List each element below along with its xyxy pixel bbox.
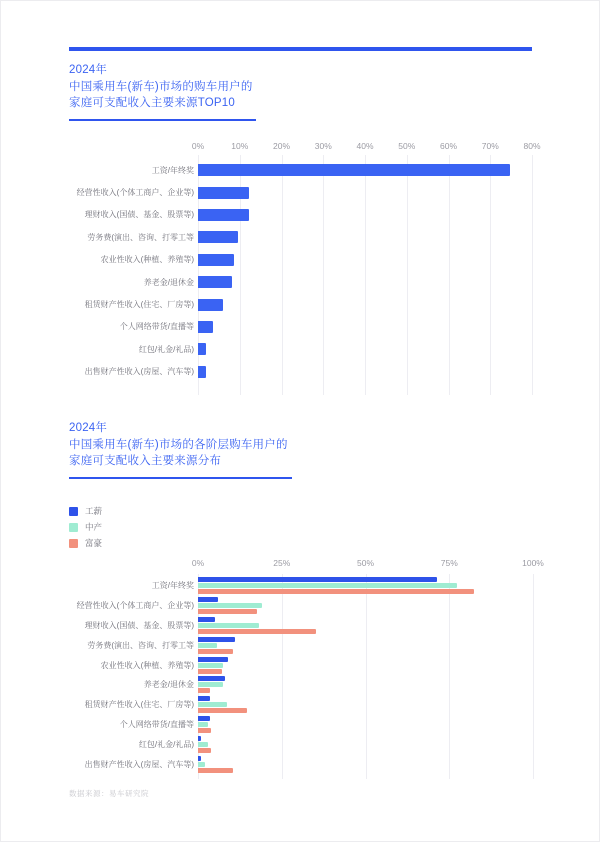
bar xyxy=(198,577,437,582)
chart-row xyxy=(69,316,535,338)
bar xyxy=(198,682,223,687)
bar-track xyxy=(198,635,535,655)
bar-track xyxy=(198,361,535,383)
bar xyxy=(198,623,259,628)
bar-track xyxy=(198,316,535,338)
category-label: 经营性收入(个体工商户、企业等) xyxy=(76,188,194,198)
axis-tick-label: 100% xyxy=(522,558,544,568)
bar xyxy=(198,722,208,727)
bar xyxy=(198,321,213,333)
axis-tick-label: 0% xyxy=(191,141,205,151)
chart-rows xyxy=(69,159,535,383)
axis-tick-label: 80% xyxy=(523,141,541,151)
bar-track xyxy=(198,226,535,248)
chart2-title-line: 中国乘用车(新车)市场的各阶层购车用户的 xyxy=(69,438,288,451)
category-label: 理财收入(国债、基金、股票等) xyxy=(84,210,194,220)
category-label: 红包/礼金/礼品) xyxy=(138,344,194,354)
bar-track xyxy=(198,754,535,774)
bar xyxy=(198,669,222,674)
bar xyxy=(198,748,211,753)
bar-track xyxy=(198,271,535,293)
bar xyxy=(198,589,474,594)
chart-row xyxy=(69,754,535,774)
chart-row xyxy=(69,293,535,315)
bar xyxy=(198,231,238,243)
chart-row xyxy=(69,616,535,636)
chart-row xyxy=(69,695,535,715)
category-label: 工资/年终奖 xyxy=(151,165,194,175)
axis-tick-label: 20% xyxy=(272,141,291,151)
chart2-title xyxy=(69,420,288,470)
category-label: 租赁财产性收入(住宅、厂房等) xyxy=(84,700,194,710)
bar xyxy=(198,597,218,602)
bar-track xyxy=(198,616,535,636)
chart-row xyxy=(69,734,535,754)
legend-swatch xyxy=(69,523,78,532)
bar xyxy=(198,299,223,311)
bar-track xyxy=(198,655,535,675)
bar-track xyxy=(198,181,535,203)
bar xyxy=(198,643,217,648)
axis-tick-label: 25% xyxy=(273,558,291,568)
category-label: 养老金/退休金 xyxy=(143,277,194,287)
grouped-bar-chart xyxy=(69,558,544,784)
chart-row xyxy=(69,271,535,293)
bar xyxy=(198,366,206,378)
chart2-title-line: 家庭可支配收入主要来源分布 xyxy=(69,455,222,467)
category-label: 个人网络带货/直播等 xyxy=(119,719,194,729)
chart-rows xyxy=(69,576,535,774)
x-axis-ticks xyxy=(191,141,541,153)
data-source-note: 数据来源：易车研究院 xyxy=(69,789,149,798)
axis-tick-label: 60% xyxy=(439,141,458,151)
bar-track xyxy=(198,576,535,596)
axis-tick-label: 10% xyxy=(231,141,249,151)
bar xyxy=(198,768,233,773)
bar-track xyxy=(198,695,535,715)
chart2-title-underline xyxy=(69,477,292,479)
x-axis-ticks xyxy=(191,558,544,570)
bar xyxy=(198,609,257,614)
category-label: 出售财产性收入(房屋、汽车等) xyxy=(84,367,194,377)
chart2-title-line: 2024年 xyxy=(69,422,108,434)
bar xyxy=(198,756,201,761)
bar xyxy=(198,649,233,654)
bar xyxy=(198,583,457,588)
axis-tick-label: 40% xyxy=(356,141,374,151)
category-label: 个人网络带货/直播等 xyxy=(119,322,194,332)
category-label: 出售财产性收入(房屋、汽车等) xyxy=(84,759,194,769)
bar-track xyxy=(198,204,535,226)
legend-item xyxy=(69,535,102,551)
bar xyxy=(198,728,211,733)
legend-label: 富豪 xyxy=(85,538,103,548)
bar-track xyxy=(198,715,535,735)
category-label: 农业性收入(种植、养殖等) xyxy=(100,255,194,265)
bar xyxy=(198,617,215,622)
chart-row xyxy=(69,576,535,596)
bar xyxy=(198,676,225,681)
bar xyxy=(198,657,228,662)
chart-row xyxy=(69,361,535,383)
chart-row xyxy=(69,226,535,248)
axis-tick-label: 70% xyxy=(481,141,499,151)
bar xyxy=(198,343,206,355)
accent-rule xyxy=(69,47,532,51)
bar xyxy=(198,603,262,608)
category-label: 农业性收入(种植、养殖等) xyxy=(100,660,194,670)
bar xyxy=(198,254,234,266)
bar xyxy=(198,708,247,713)
chart-row xyxy=(69,159,535,181)
bar xyxy=(198,637,235,642)
legend-label: 工薪 xyxy=(85,506,103,516)
bar xyxy=(198,702,227,707)
category-label: 养老金/退休金 xyxy=(143,680,194,690)
chart1-title-line: 中国乘用车(新车)市场的购车用户的 xyxy=(69,80,253,93)
category-label: 经营性收入(个体工商户、企业等) xyxy=(76,601,194,611)
bar-track xyxy=(198,249,535,271)
bar-track xyxy=(198,159,535,181)
bar xyxy=(198,688,210,693)
axis-tick-label: 30% xyxy=(314,141,332,151)
bar xyxy=(198,742,208,747)
chart-row xyxy=(69,655,535,675)
legend-label: 中产 xyxy=(85,522,103,532)
chart1-title-underline xyxy=(69,119,256,121)
bar xyxy=(198,696,210,701)
chart-row xyxy=(69,204,535,226)
bar xyxy=(198,164,510,176)
category-label: 工资/年终奖 xyxy=(151,581,194,591)
category-label: 理财收入(国债、基金、股票等) xyxy=(84,620,194,630)
chart1-title-line: 2024年 xyxy=(69,64,108,76)
bar-track xyxy=(198,596,535,616)
legend-swatch xyxy=(69,507,78,516)
chart2-legend xyxy=(69,503,102,551)
axis-tick-label: 0% xyxy=(191,558,205,568)
legend-item xyxy=(69,503,102,519)
chart-row xyxy=(69,675,535,695)
chart-row xyxy=(69,338,535,360)
chart1-title-line: 家庭可支配收入主要来源TOP10 xyxy=(69,97,235,109)
axis-tick-label: 50% xyxy=(398,141,416,151)
top10-bar-chart xyxy=(69,141,541,397)
axis-tick-label: 75% xyxy=(440,558,458,568)
bar-track xyxy=(198,338,535,360)
chart-row xyxy=(69,635,535,655)
chart-row xyxy=(69,596,535,616)
legend-swatch xyxy=(69,539,78,548)
bar-track xyxy=(198,675,535,695)
chart-row xyxy=(69,249,535,271)
bar xyxy=(198,762,205,767)
bar xyxy=(198,629,316,634)
bar xyxy=(198,187,249,199)
bar xyxy=(198,663,223,668)
axis-tick-label: 50% xyxy=(356,558,375,568)
bar xyxy=(198,716,210,721)
category-label: 劳务费(演出、咨询、打零工等 xyxy=(87,232,194,242)
chart1-title xyxy=(69,62,253,112)
bar-track xyxy=(198,293,535,315)
bar xyxy=(198,209,249,221)
bar-track xyxy=(198,734,535,754)
chart-row xyxy=(69,715,535,735)
bar xyxy=(198,276,232,288)
category-label: 劳务费(演出、咨询、打零工等 xyxy=(87,640,194,650)
category-label: 红包/礼金/礼品) xyxy=(138,739,194,749)
legend-item xyxy=(69,519,102,535)
bar xyxy=(198,736,201,741)
category-label: 租赁财产性收入(住宅、厂房等) xyxy=(84,300,194,310)
chart-row xyxy=(69,181,535,203)
